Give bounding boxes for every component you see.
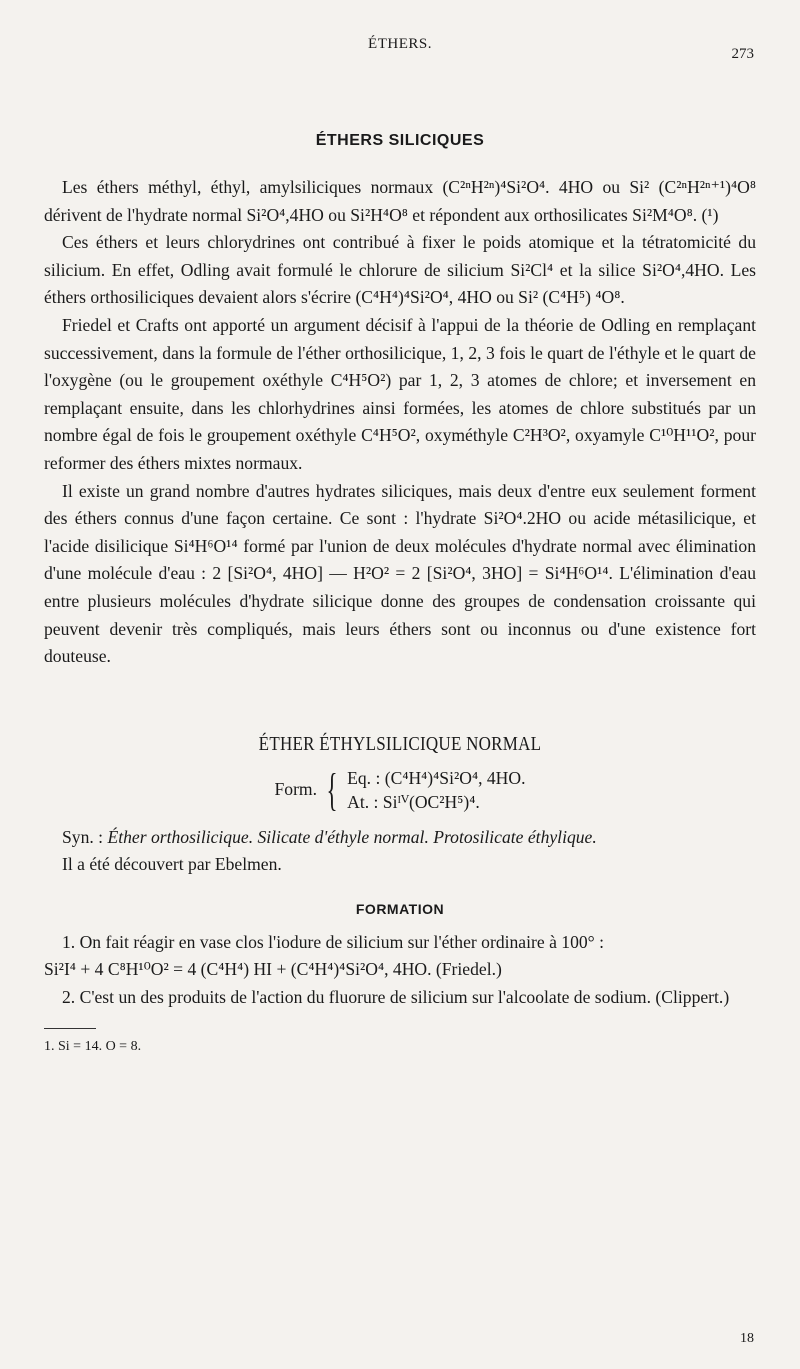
synonyms-lead: Syn. : xyxy=(62,826,108,847)
formation-item-2: 2. C'est un des produits de l'action du fluorure de silicium sur l'alcoolate de sodium. (Clippert.) xyxy=(62,987,730,1008)
formula-equivalent: Eq. : (C⁴H⁴)⁴Si²O⁴, 4HO. xyxy=(347,767,526,788)
section-title: ÉTHERS SILICIQUES xyxy=(315,132,485,149)
running-head: ÉTHERS. xyxy=(368,36,432,52)
synonyms-line xyxy=(44,824,756,852)
signature-mark: 18 xyxy=(740,1331,754,1346)
paragraph-1: Les éthers méthyl, éthyl, amylsiliciques normaux (C²ⁿH²ⁿ)⁴Si²O⁴. 4HO ou Si² (C²ⁿH²ⁿ⁺¹)⁴O⁸ dérivent de l'hydrate normal Si²O⁴,4HO ou Si²H⁴O⁸ et répondent aux orthosilicates Si²M⁴O⁸. (¹) xyxy=(44,177,756,225)
paragraph-4: Il existe un grand nombre d'autres hydrates siliciques, mais deux d'entre eux seulement forment des éthers connus d'une façon certaine. Ce sont : l'hydrate Si²O⁴.2HO ou acide métasilicique, et l'acide disilicique Si⁴H⁶O¹⁴ formé par l'union de deux molécules d'hydrate normal avec élimination d'une molécule d'eau : 2 [Si²O⁴, 4HO] — H²O² = 2 [Si²O⁴, 3HO] = Si⁴H⁶O¹⁴. L'élimination d'eau entre plusieurs molécules d'hydrate silicique donne des groupes de condensation croissante qui peuvent devenir très compliqués, mais leurs éthers sont ou inconnus ou d'une existence fort douteuse. xyxy=(44,480,756,667)
footnote-rule xyxy=(44,1028,96,1029)
discovery-line: Il a été découvert par Ebelmen. xyxy=(62,854,282,875)
subsection-title: ÉTHER ÉTHYLSILICIQUE NORMAL xyxy=(258,732,542,755)
synonyms-text: Éther orthosilicique. Silicate d'éthyle normal. Protosilicate éthylique. xyxy=(107,826,597,847)
body-text xyxy=(44,132,756,1057)
formation-equation: Si²I⁴ + 4 C⁸H¹⁰O² = 4 (C⁴H⁴) HI + (C⁴H⁴)⁴Si²O⁴, 4HO. (Friedel.) xyxy=(44,959,502,980)
formula-lines xyxy=(347,766,525,814)
form-label: Form. xyxy=(274,779,318,800)
footnote: 1. Si = 14. O = 8. xyxy=(44,1038,142,1054)
formation-item-1: 1. On fait réagir en vase clos l'iodure de silicium sur l'éther ordinaire à 100° : xyxy=(62,931,604,952)
paragraph-2: Ces éthers et leurs chlorydrines ont contribué à fixer le poids atomique et la tétratomicité du silicium. En effet, Odling avait formulé le chlorure de silicium Si²Cl⁴ et la silice Si²O⁴,4HO. Les éthers orthosiliciques devaient alors s'écrire (C⁴H⁴)⁴Si²O⁴, 4HO ou Si² (C⁴H⁵) ⁴O⁸. xyxy=(44,232,756,308)
page-number: 273 xyxy=(731,46,754,62)
formation-title: FORMATION xyxy=(355,900,445,917)
formula-atomic: At. : Siᴵⱽ(OC²H⁵)⁴. xyxy=(347,791,480,812)
formula-block xyxy=(44,763,756,815)
brace-glyph: { xyxy=(326,763,338,815)
paragraph-3: Friedel et Crafts ont apporté un argument décisif à l'appui de la théorie de Odling en remplaçant successivement, dans la formule de l'éther orthosilicique, 1, 2, 3 fois le quart de l'éthyle et le quart de l'oxygène (ou le groupement oxéthyle C⁴H⁵O²) par 1, 2, 3 atomes de chlore; et inversement en remplaçant ensuite, dans les chlorhydrines ainsi formées, les atomes de chlore substitués par un nombre égal de fois le groupement oxéthyle C⁴H⁵O², oxyméthyle C²H³O², oxyamyle C¹⁰H¹¹O², pour reformer des éthers mixtes normaux. xyxy=(44,314,756,473)
